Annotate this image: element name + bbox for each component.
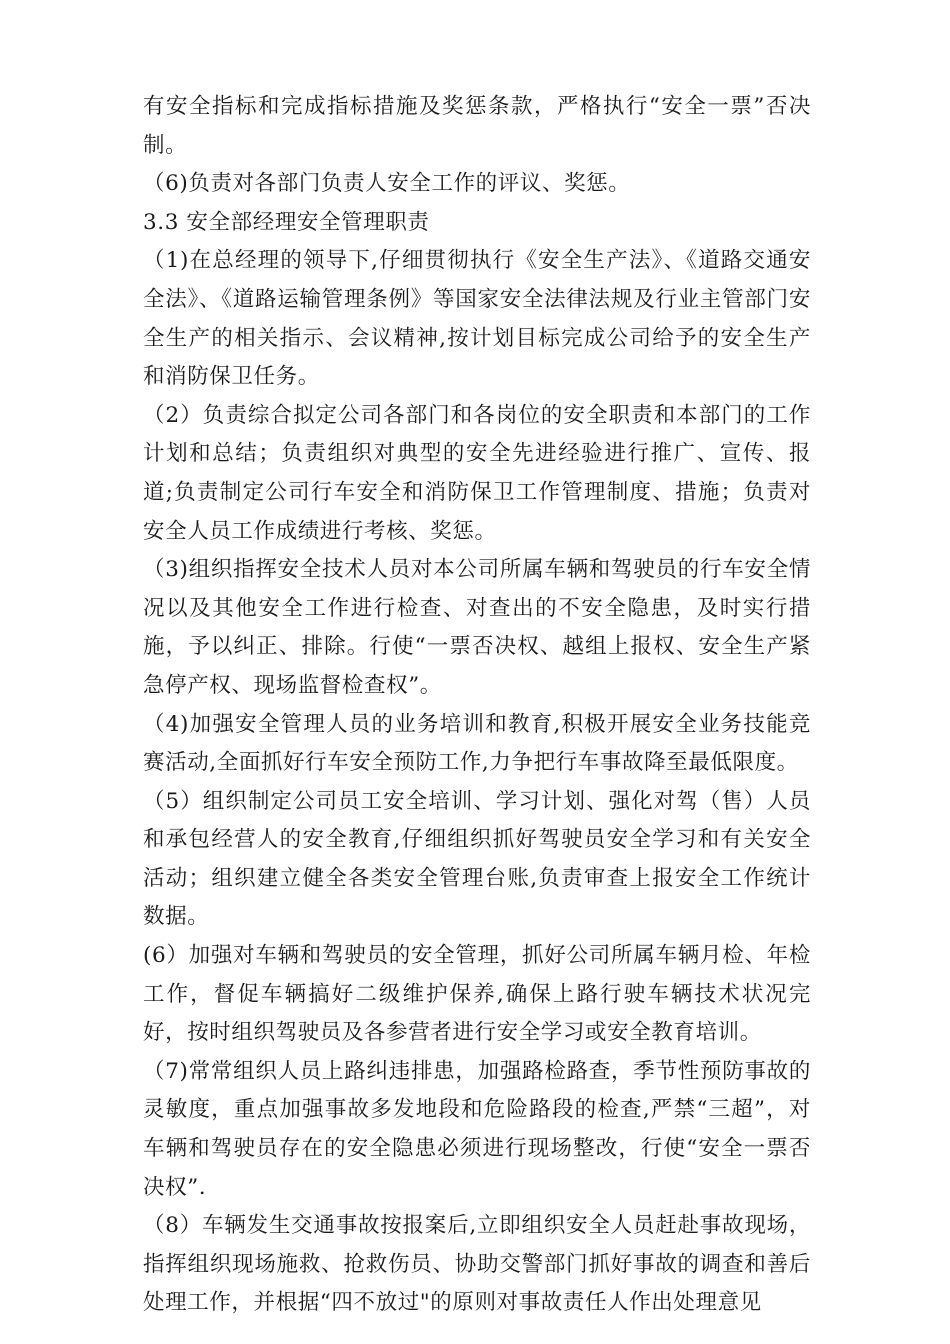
document-body: [143, 88, 811, 1323]
paragraph-item-7: （7)常常组织人员上路纠违排患，加强路检路查，季节性预防事故的灵敏度，重点加强事故多发地段和危险路段的检查,严禁“三超”，对车辆和驾驶员存在的安全隐患必须进行现场整改，行使“安全一票否决权”.: [143, 1058, 811, 1200]
paragraph-decision-system: 有安全指标和完成指标措施及奖惩条款，严格执行“安全一票”否决制。: [143, 94, 811, 158]
section-heading-3-3: 3.3 安全部经理安全管理职责: [143, 209, 430, 235]
paragraph-item-6: (6）加强对车辆和驾驶员的安全管理，抓好公司所属车辆月检、年检工作，督促车辆搞好二级维护保养,确保上路行驶车辆技术状况完好，按时组织驾驶员及各参营者进行安全学习或安全教育培训。: [143, 943, 811, 1046]
paragraph-item-1: （1)在总经理的领导下,仔细贯彻执行《安全生产法》、《道路交通安全法》、《道路运输管理条例》等国家安全法律法规及行业主管部门安全生产的相关指示、会议精神,按计划目标完成公司给予的安全生产和消防保卫任务。: [143, 248, 811, 390]
paragraph-item-3: （3)组织指挥安全技术人员对本公司所属车辆和驾驶员的行车安全情况以及其他安全工作进行检查、对查出的不安全隐患，及时实行措施，予以纠正、排除。行使“一票否决权、越组上报权、安全生产紧急停产权、现场监督检查权”。: [143, 557, 811, 698]
paragraph-item-5: （5）组织制定公司员工安全培训、学习计划、强化对驾（售）人员和承包经营人的安全教育,仔细组织抓好驾驶员安全学习和有关安全活动；组织建立健全各类安全管理台账,负责审查上报安全工作统计数据。: [143, 788, 811, 930]
paragraph-item-6-evaluation: （6)负责对各部门负责人安全工作的评议、奖惩。: [143, 171, 631, 197]
paragraph-item-4: （4)加强安全管理人员的业务培训和教育,积极开展安全业务技能竞赛活动,全面抓好行车安全预防工作,力争把行车事故降至最低限度。: [143, 711, 811, 776]
paragraph-item-2: （2）负责综合拟定公司各部门和各岗位的安全职责和本部门的工作计划和总结；负责组织对典型的安全先进经验进行推广、宣传、报道;负责制定公司行车安全和消防保卫工作管理制度、措施；负责对安全人员工作成绩进行考核、奖惩。: [143, 402, 811, 544]
paragraph-item-8: （8）车辆发生交通事故按报案后,立即组织安全人员赶赴事故现场，指挥组织现场施救、抢救伤员、协助交警部门抓好事故的调查和善后处理工作，并根据“四不放过"的原则对事故责任人作出处理意见: [143, 1213, 811, 1316]
